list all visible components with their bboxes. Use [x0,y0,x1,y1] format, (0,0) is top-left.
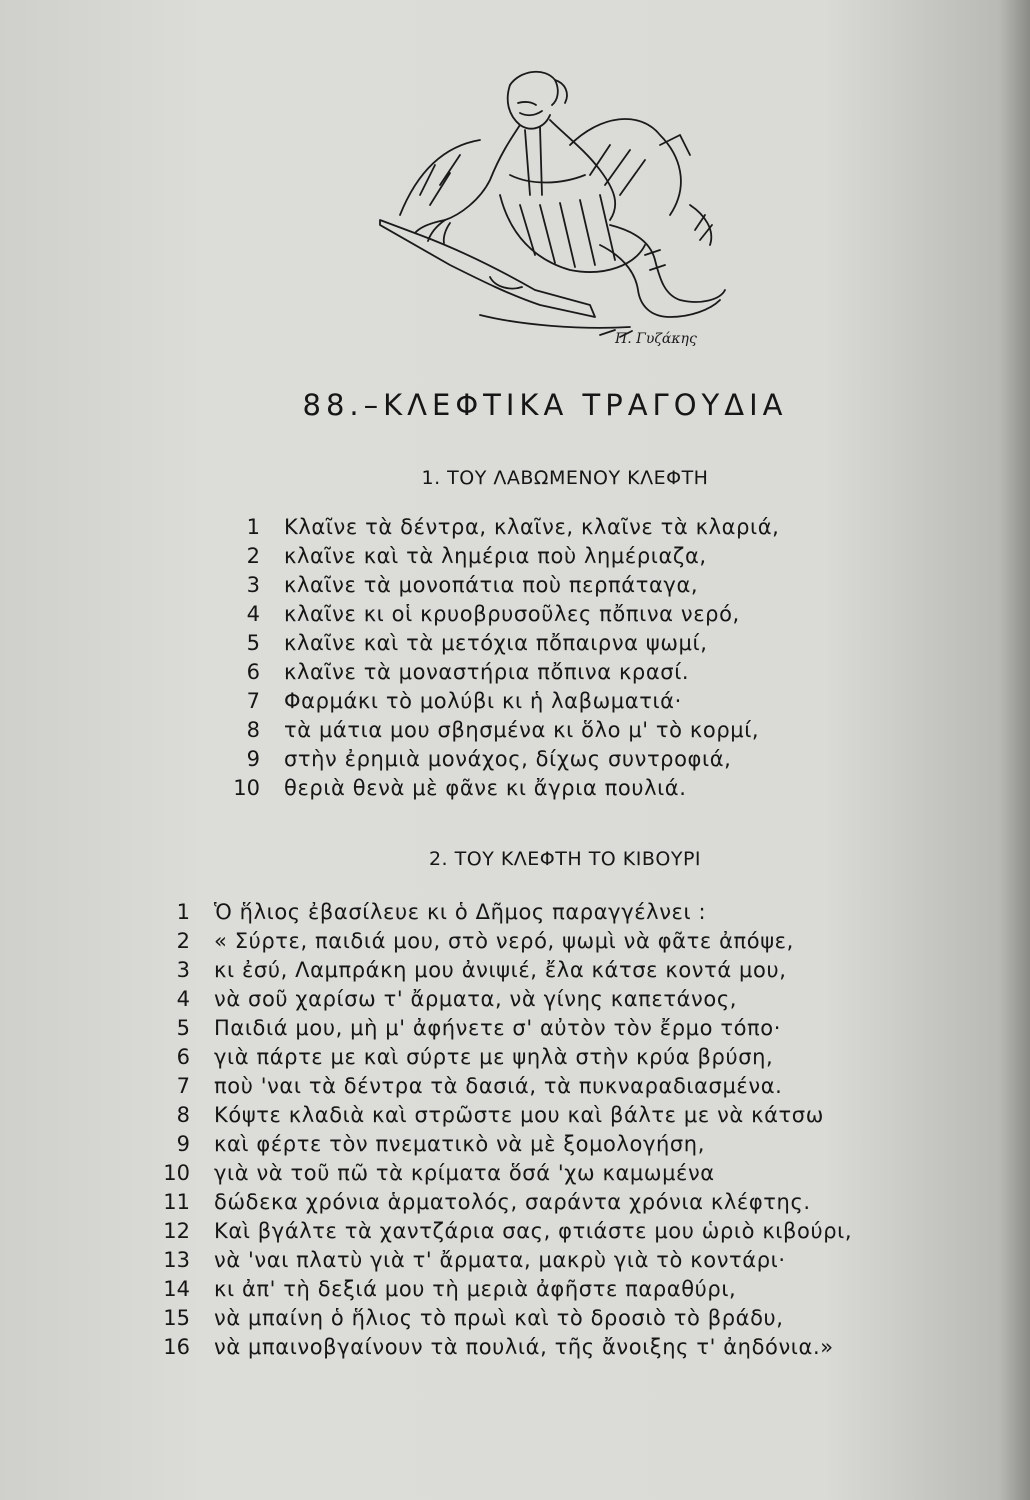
line-number: 2 [176,929,190,953]
line-number: 10 [233,776,260,800]
line-number: 2 [246,544,260,568]
verse-line [160,1161,852,1190]
line-text: δώδεκα χρόνια ἁρματολός, σαράντα χρόνια κλέφτης. [214,1190,811,1214]
line-number: 14 [163,1277,190,1301]
line-text: ποὺ 'ναι τὰ δέντρα τὰ δασιά, τὰ πυκναραδιασμένα. [214,1074,783,1098]
line-text: Κλαῖνε τὰ δέντρα, κλαῖνε, κλαῖνε τὰ κλαριά, [284,515,780,539]
line-text: Παιδιά μου, μὴ μ' ἀφήνετε σ' αὐτὸν τὸν ἔρμο τόπο· [214,1016,782,1040]
line-text: Ὁ ἥλιος ἐβασίλευε κι ὁ Δῆμος παραγγέλνει : [214,900,707,924]
line-number: 10 [163,1161,190,1185]
line-number: 12 [163,1219,190,1243]
verse-line [230,718,779,747]
line-text: νὰ μπαινοβγαίνουν τὰ πουλιά, τῆς ἄνοιξης τ' ἀηδόνια.» [214,1335,834,1359]
line-text: γιὰ νὰ τοῦ πῶ τὰ κρίματα ὅσά 'χω καμωμένα [214,1161,715,1185]
verse-line [160,987,852,1016]
page-title: 88.–ΚΛΕΦΤΙΚΑ ΤΡΑΓΟΥΔΙΑ [302,388,788,422]
verse-line [230,515,779,544]
verse-line [160,1045,852,1074]
verse-line [230,747,779,776]
line-text: κλαῖνε καὶ τὰ μετόχια πὄπαιρνα ψωμί, [284,631,708,655]
line-text: κι ἐσύ, Λαμπράκη μου ἀνιψιέ, ἔλα κάτσε κοντά μου, [214,958,787,982]
line-number: 9 [176,1132,190,1156]
verse-line [160,1132,852,1161]
line-text: Κόψτε κλαδιὰ καὶ στρῶστε μου καὶ βάλτε με νὰ κάτσω [214,1103,824,1127]
verse-line [230,660,779,689]
verse-line [230,631,779,660]
verse-line [160,1103,852,1132]
song-title: 2. ΤΟΥ ΚΛΕΦΤΗ ΤΟ ΚΙΒΟΥΡΙ [428,848,702,870]
line-text: κλαῖνε κι οἱ κρυοβρυσοῦλες πὄπινα νερό, [284,602,740,626]
verse-line [230,544,779,573]
line-text: Φαρμάκι τὸ μολύβι κι ἡ λαβωματιά· [284,689,682,713]
line-text: νὰ μπαίνη ὁ ἥλιος τὸ πρωὶ καὶ τὸ δροσιὸ τὸ βράδυ, [214,1306,784,1330]
verse-line [230,776,779,805]
line-number: 5 [246,631,260,655]
verse-line [230,573,779,602]
verse-line [160,1335,852,1364]
verse-line [160,1248,852,1277]
line-text: « Σύρτε, παιδιά μου, στὸ νερό, ψωμὶ νὰ φᾶτε ἀπόψε, [214,929,794,953]
line-text: κλαῖνε τὰ μονοπάτια ποὺ περπάταγα, [284,573,699,597]
song-title: 1. ΤΟΥ ΛΑΒΩΜΕΝΟΥ ΚΛΕΦΤΗ [421,467,709,489]
line-number: 3 [176,958,190,982]
verse-line [160,958,852,987]
line-number: 7 [246,689,260,713]
line-text: καὶ φέρτε τὸν πνεματικὸ νὰ μὲ ξομολογήση, [214,1132,705,1156]
verse-line [160,1306,852,1335]
line-text: γιὰ πάρτε με καὶ σύρτε με ψηλὰ στὴν κρύα βρύση, [214,1045,774,1069]
line-text: κλαῖνε τὰ μοναστήρια πὄπινα κρασί. [284,660,690,684]
line-number: 15 [163,1306,190,1330]
line-number: 13 [163,1248,190,1272]
line-number: 16 [163,1335,190,1359]
line-text: κι ἀπ' τὴ δεξιά μου τὴ μεριὰ ἀφῆστε παραθύρι, [214,1277,737,1301]
verse-line [230,602,779,631]
line-text: Καὶ βγάλτε τὰ χαντζάρια σας, φτιάστε μου ὡριὸ κιβούρι, [214,1219,853,1243]
song-1-lines [230,515,779,805]
line-text: νὰ σοῦ χαρίσω τ' ἄρματα, νὰ γίνης καπετάνος, [214,987,738,1011]
verse-line [160,1190,852,1219]
verse-line [230,689,779,718]
line-number: 8 [176,1103,190,1127]
line-text: θεριὰ θενὰ μὲ φᾶνε κι ἄγρια πουλιά. [284,776,687,800]
line-number: 6 [246,660,260,684]
verse-line [160,1074,852,1103]
line-number: 9 [246,747,260,771]
line-number: 1 [246,515,260,539]
line-number: 1 [176,900,190,924]
song-2-lines [160,900,852,1364]
line-number: 4 [246,602,260,626]
verse-line [160,900,852,929]
line-text: νὰ 'ναι πλατὺ γιὰ τ' ἄρματα, μακρὺ γιὰ τὸ κοντάρι· [214,1248,786,1272]
line-number: 4 [176,987,190,1011]
line-number: 3 [246,573,260,597]
klepht-illustration [360,55,760,355]
line-text: κλαῖνε καὶ τὰ λημέρια ποὺ λημέριαζα, [284,544,707,568]
line-number: 7 [176,1074,190,1098]
verse-line [160,1277,852,1306]
verse-line [160,929,852,958]
line-number: 11 [163,1190,190,1214]
line-text: τὰ μάτια μου σβησμένα κι ὅλο μ' τὸ κορμί, [284,718,760,742]
line-text: στὴν ἐρημιὰ μονάχος, δίχως συντροφιά, [284,747,732,771]
artist-signature: Π. Γυζάκης [615,331,697,347]
line-number: 6 [176,1045,190,1069]
line-number: 8 [246,718,260,742]
line-number: 5 [176,1016,190,1040]
verse-line [160,1219,852,1248]
verse-line [160,1016,852,1045]
